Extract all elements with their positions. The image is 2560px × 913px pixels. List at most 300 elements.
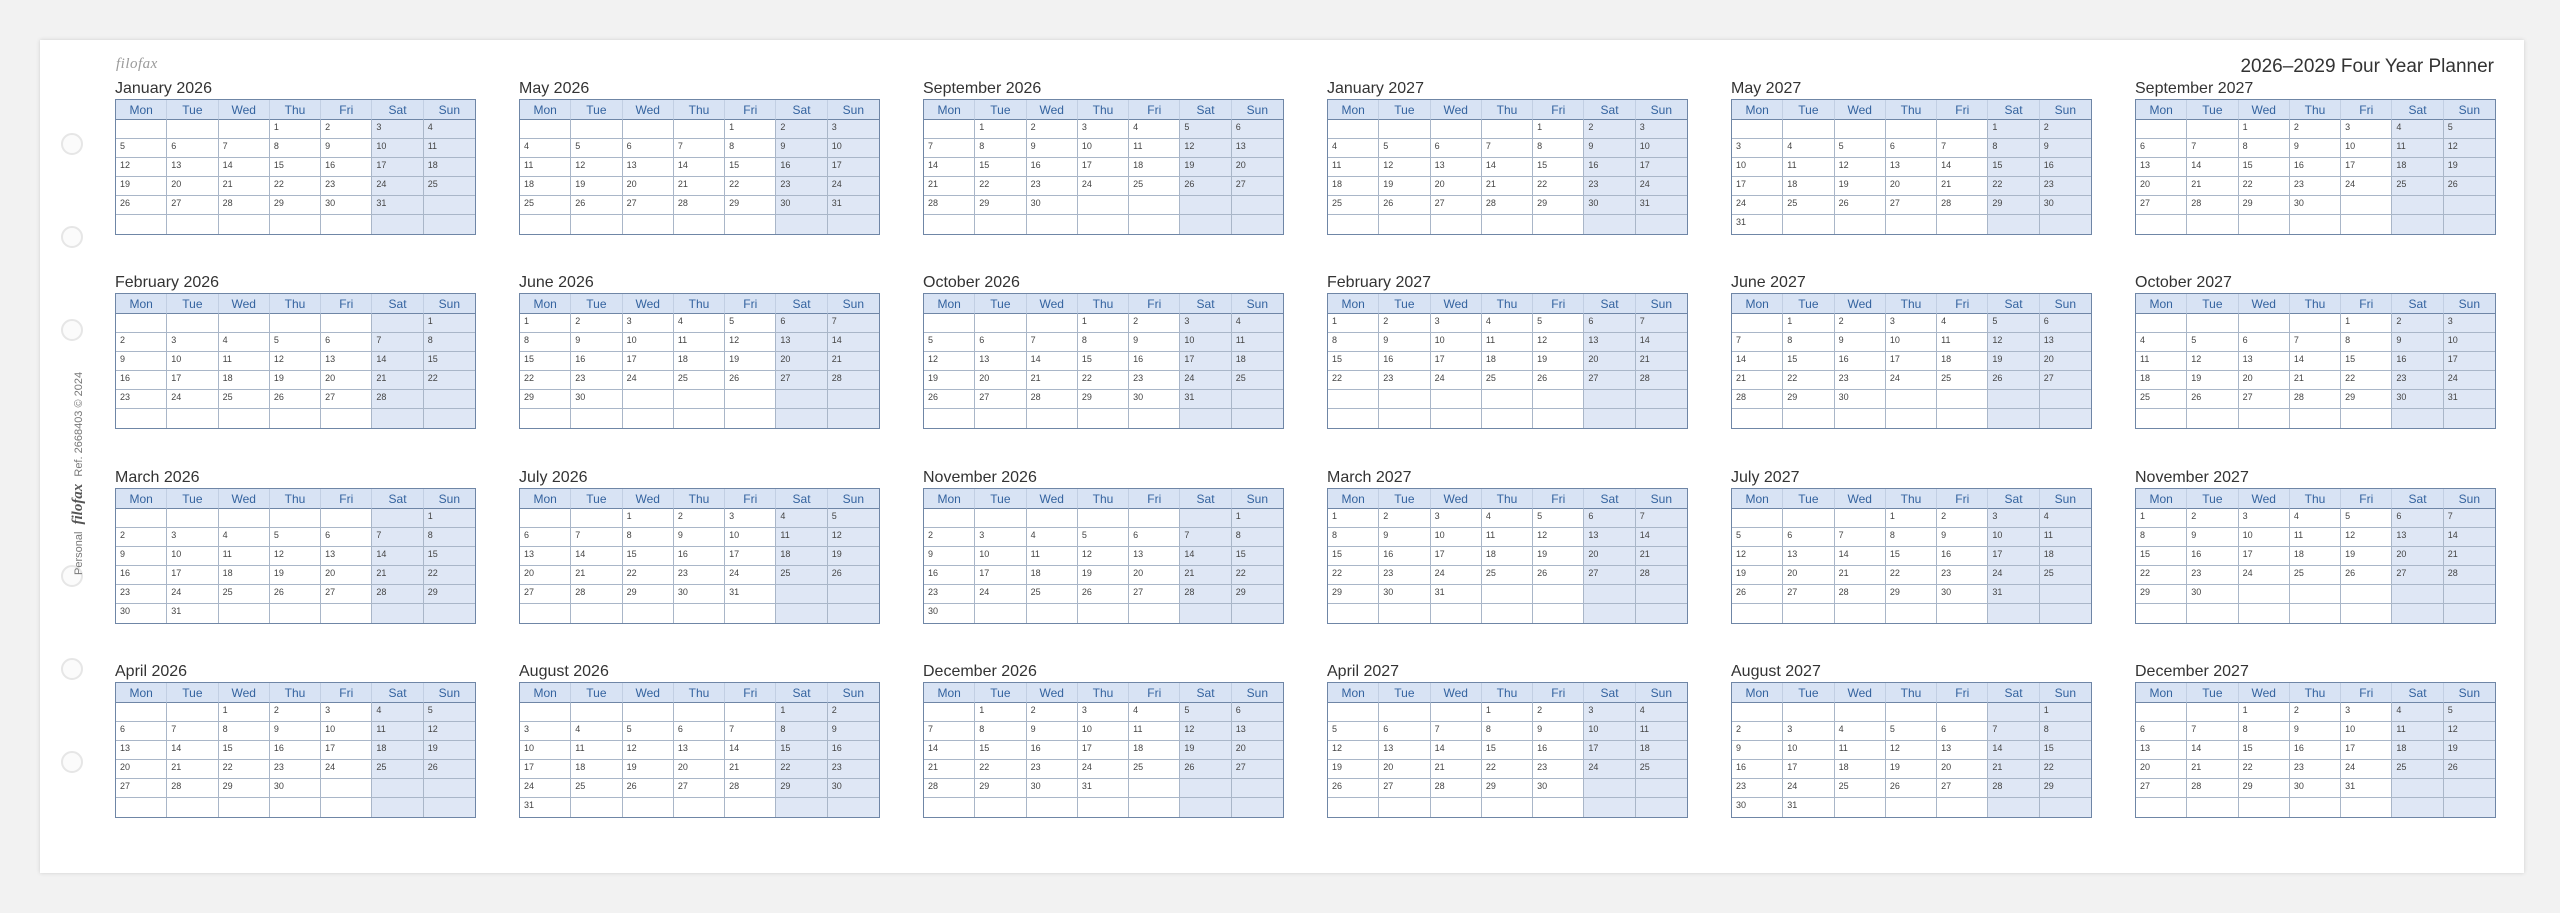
day-cell: 8 — [1232, 528, 1283, 547]
day-cell: 26 — [270, 585, 321, 604]
day-cell: 24 — [2239, 566, 2290, 585]
day-cell: 12 — [1379, 158, 1430, 177]
day-cell: 14 — [1835, 547, 1886, 566]
day-cell: 18 — [372, 741, 423, 760]
day-cell — [1078, 509, 1129, 528]
weekday-header: Sat — [1584, 294, 1635, 314]
day-cell: 29 — [1328, 585, 1379, 604]
day-cell: 22 — [1232, 566, 1283, 585]
day-cell — [2444, 215, 2495, 234]
day-cell: 9 — [116, 352, 167, 371]
day-cell — [1937, 409, 1988, 428]
day-cell — [725, 604, 776, 623]
weekday-header: Tue — [1379, 100, 1430, 120]
weekday-header: Thu — [1078, 294, 1129, 314]
day-cell: 1 — [1078, 314, 1129, 333]
day-cell: 27 — [776, 371, 827, 390]
day-cell: 8 — [2040, 722, 2091, 741]
month-calendar — [2135, 663, 2496, 818]
day-cell — [1835, 798, 1886, 817]
weekday-header: Sun — [1232, 683, 1283, 703]
day-cell: 24 — [167, 390, 218, 409]
weekday-header: Sat — [776, 100, 827, 120]
weekday-header: Tue — [1379, 294, 1430, 314]
day-cell — [924, 409, 975, 428]
day-cell: 9 — [776, 139, 827, 158]
day-cell — [1328, 409, 1379, 428]
day-cell: 23 — [674, 566, 725, 585]
day-cell: 4 — [372, 703, 423, 722]
day-cell: 16 — [2187, 547, 2238, 566]
day-cell: 4 — [2040, 509, 2091, 528]
day-cell: 5 — [1180, 703, 1231, 722]
day-cell: 30 — [2187, 585, 2238, 604]
day-cell: 5 — [116, 139, 167, 158]
day-cell: 31 — [2444, 390, 2495, 409]
day-cell: 16 — [776, 158, 827, 177]
weekday-header: Tue — [1783, 683, 1834, 703]
day-cell: 19 — [1886, 760, 1937, 779]
day-cell: 22 — [1078, 371, 1129, 390]
day-cell — [1379, 798, 1430, 817]
day-cell: 10 — [1180, 333, 1231, 352]
weekday-header: Thu — [1886, 100, 1937, 120]
day-cell: 29 — [776, 779, 827, 798]
day-cell: 22 — [975, 177, 1026, 196]
day-cell: 31 — [725, 585, 776, 604]
day-cell — [167, 314, 218, 333]
day-cell: 19 — [1078, 566, 1129, 585]
day-cell — [776, 390, 827, 409]
day-cell — [1129, 196, 1180, 215]
day-cell: 17 — [520, 760, 571, 779]
day-cell: 24 — [725, 566, 776, 585]
weekday-header: Mon — [2136, 489, 2187, 509]
weekday-header: Sun — [2040, 489, 2091, 509]
day-cell: 29 — [1988, 196, 2039, 215]
day-cell — [2290, 798, 2341, 817]
day-cell: 5 — [924, 333, 975, 352]
day-cell: 11 — [424, 139, 475, 158]
binder-hole — [61, 319, 83, 341]
day-cell: 25 — [1937, 371, 1988, 390]
day-cell — [1937, 390, 1988, 409]
day-cell: 17 — [2341, 741, 2392, 760]
day-cell: 1 — [2239, 120, 2290, 139]
day-cell: 21 — [725, 760, 776, 779]
day-cell: 19 — [725, 352, 776, 371]
day-cell: 28 — [1732, 390, 1783, 409]
day-cell: 19 — [270, 371, 321, 390]
day-cell: 9 — [1835, 333, 1886, 352]
day-cell: 21 — [571, 566, 622, 585]
day-cell — [1937, 120, 1988, 139]
day-cell: 18 — [520, 177, 571, 196]
day-cell: 20 — [167, 177, 218, 196]
day-cell — [270, 409, 321, 428]
day-cell: 29 — [975, 779, 1026, 798]
day-cell: 10 — [1636, 139, 1687, 158]
day-cell: 22 — [424, 566, 475, 585]
day-cell — [2444, 196, 2495, 215]
day-cell: 26 — [2341, 566, 2392, 585]
day-cell — [1379, 604, 1430, 623]
day-cell: 15 — [1328, 352, 1379, 371]
day-cell: 4 — [674, 314, 725, 333]
day-cell: 31 — [1636, 196, 1687, 215]
day-cell: 24 — [2341, 760, 2392, 779]
day-cell: 5 — [623, 722, 674, 741]
day-cell — [1027, 314, 1078, 333]
day-cell: 27 — [2040, 371, 2091, 390]
day-cell: 23 — [924, 585, 975, 604]
day-cell: 8 — [975, 139, 1026, 158]
day-cell: 30 — [1379, 585, 1430, 604]
day-cell: 25 — [571, 779, 622, 798]
day-cell: 10 — [828, 139, 879, 158]
day-cell: 18 — [2136, 371, 2187, 390]
day-cell — [1732, 703, 1783, 722]
day-cell: 19 — [623, 760, 674, 779]
day-cell: 12 — [1835, 158, 1886, 177]
day-cell: 28 — [2187, 196, 2238, 215]
day-cell — [1886, 798, 1937, 817]
day-cell — [116, 509, 167, 528]
weekday-header: Tue — [167, 100, 218, 120]
day-cell — [1129, 215, 1180, 234]
day-cell: 30 — [571, 390, 622, 409]
day-cell — [2290, 604, 2341, 623]
day-cell: 10 — [2239, 528, 2290, 547]
day-cell: 20 — [2136, 760, 2187, 779]
weekday-header: Tue — [571, 683, 622, 703]
day-cell — [1783, 604, 1834, 623]
day-cell: 3 — [1783, 722, 1834, 741]
day-cell: 9 — [1937, 528, 1988, 547]
weekday-header: Wed — [1835, 683, 1886, 703]
day-cell: 6 — [776, 314, 827, 333]
day-cell: 17 — [1431, 547, 1482, 566]
day-cell: 18 — [571, 760, 622, 779]
day-cell: 29 — [2239, 196, 2290, 215]
day-cell — [1886, 409, 1937, 428]
weekday-header: Mon — [520, 294, 571, 314]
day-cell: 28 — [924, 196, 975, 215]
day-cell: 17 — [828, 158, 879, 177]
day-cell: 18 — [1835, 760, 1886, 779]
day-cell: 7 — [219, 139, 270, 158]
day-cell: 9 — [2040, 139, 2091, 158]
day-cell — [975, 604, 1026, 623]
month-calendar — [1731, 274, 2092, 429]
day-cell — [167, 215, 218, 234]
day-cell: 31 — [1180, 390, 1231, 409]
month-grid — [1731, 488, 2092, 624]
weekday-header: Fri — [1937, 294, 1988, 314]
day-cell: 4 — [1027, 528, 1078, 547]
day-cell: 23 — [2290, 177, 2341, 196]
day-cell — [2136, 314, 2187, 333]
day-cell — [725, 409, 776, 428]
day-cell: 19 — [1328, 760, 1379, 779]
day-cell: 12 — [2444, 722, 2495, 741]
weekday-header: Thu — [674, 294, 725, 314]
day-cell: 10 — [1584, 722, 1635, 741]
day-cell: 6 — [1783, 528, 1834, 547]
day-cell: 3 — [1078, 120, 1129, 139]
day-cell: 11 — [1835, 741, 1886, 760]
day-cell: 20 — [2392, 547, 2443, 566]
day-cell: 7 — [1732, 333, 1783, 352]
day-cell: 7 — [2187, 722, 2238, 741]
day-cell — [2392, 604, 2443, 623]
weekday-header: Thu — [270, 489, 321, 509]
day-cell — [623, 798, 674, 817]
day-cell — [1232, 409, 1283, 428]
weekday-header: Mon — [924, 683, 975, 703]
day-cell — [1180, 196, 1231, 215]
day-cell: 29 — [2136, 585, 2187, 604]
day-cell — [571, 509, 622, 528]
day-cell: 20 — [1584, 352, 1635, 371]
weekday-header: Wed — [1431, 294, 1482, 314]
day-cell — [571, 409, 622, 428]
day-cell — [2444, 409, 2495, 428]
day-cell — [571, 798, 622, 817]
day-cell: 23 — [1129, 371, 1180, 390]
day-cell: 23 — [1732, 779, 1783, 798]
day-cell: 8 — [270, 139, 321, 158]
month-grid — [519, 293, 880, 429]
day-cell: 18 — [1482, 547, 1533, 566]
day-cell: 11 — [372, 722, 423, 741]
month-title: February 2027 — [1327, 274, 1432, 291]
day-cell — [1078, 604, 1129, 623]
day-cell — [372, 779, 423, 798]
day-cell: 13 — [975, 352, 1026, 371]
day-cell — [219, 314, 270, 333]
day-cell — [1732, 604, 1783, 623]
month-title: December 2026 — [923, 663, 1037, 680]
month-calendar — [115, 663, 476, 818]
day-cell — [924, 215, 975, 234]
day-cell: 8 — [520, 333, 571, 352]
day-cell: 16 — [1129, 352, 1180, 371]
weekday-header: Tue — [571, 100, 622, 120]
day-cell: 4 — [1328, 139, 1379, 158]
day-cell — [1431, 703, 1482, 722]
day-cell: 30 — [1027, 196, 1078, 215]
day-cell: 26 — [1379, 196, 1430, 215]
day-cell — [1732, 314, 1783, 333]
day-cell: 21 — [167, 760, 218, 779]
day-cell — [1232, 798, 1283, 817]
day-cell: 28 — [2290, 390, 2341, 409]
day-cell: 14 — [1027, 352, 1078, 371]
weekday-header: Sun — [424, 683, 475, 703]
day-cell: 16 — [1379, 547, 1430, 566]
day-cell: 21 — [1988, 760, 2039, 779]
day-cell: 21 — [1732, 371, 1783, 390]
day-cell: 23 — [1379, 566, 1430, 585]
day-cell: 1 — [219, 703, 270, 722]
month-calendar — [115, 274, 476, 429]
day-cell: 26 — [1180, 177, 1231, 196]
weekday-header: Mon — [116, 683, 167, 703]
day-cell: 26 — [924, 390, 975, 409]
day-cell: 31 — [1732, 215, 1783, 234]
day-cell — [116, 314, 167, 333]
day-cell: 29 — [424, 585, 475, 604]
day-cell: 18 — [219, 566, 270, 585]
day-cell: 9 — [571, 333, 622, 352]
day-cell: 10 — [2341, 139, 2392, 158]
weekday-header: Mon — [116, 294, 167, 314]
day-cell: 10 — [1886, 333, 1937, 352]
weekday-header: Tue — [975, 100, 1026, 120]
day-cell — [2341, 585, 2392, 604]
day-cell: 13 — [1232, 139, 1283, 158]
day-cell: 11 — [2136, 352, 2187, 371]
day-cell — [167, 120, 218, 139]
weekday-header: Thu — [674, 683, 725, 703]
day-cell: 10 — [725, 528, 776, 547]
month-title: March 2026 — [115, 469, 200, 486]
day-cell — [623, 604, 674, 623]
day-cell: 13 — [1584, 528, 1635, 547]
day-cell: 21 — [2187, 177, 2238, 196]
day-cell: 16 — [1937, 547, 1988, 566]
day-cell: 14 — [1180, 547, 1231, 566]
day-cell — [2040, 215, 2091, 234]
month-grid — [519, 682, 880, 818]
day-cell: 12 — [828, 528, 879, 547]
day-cell: 2 — [2290, 703, 2341, 722]
day-cell: 28 — [1482, 196, 1533, 215]
day-cell: 7 — [674, 139, 725, 158]
day-cell: 28 — [372, 585, 423, 604]
day-cell: 13 — [1783, 547, 1834, 566]
day-cell: 27 — [2136, 779, 2187, 798]
weekday-header: Mon — [116, 100, 167, 120]
weekday-header: Tue — [2187, 294, 2238, 314]
day-cell: 20 — [1129, 566, 1180, 585]
day-cell: 2 — [1937, 509, 1988, 528]
day-cell: 2 — [270, 703, 321, 722]
month-calendar — [923, 274, 1284, 429]
day-cell — [1328, 215, 1379, 234]
day-cell: 4 — [2392, 120, 2443, 139]
weekday-header: Thu — [1886, 294, 1937, 314]
day-cell: 7 — [372, 528, 423, 547]
day-cell: 7 — [1180, 528, 1231, 547]
day-cell: 1 — [1482, 703, 1533, 722]
day-cell: 6 — [116, 722, 167, 741]
day-cell — [1129, 604, 1180, 623]
month-grid — [2135, 682, 2496, 818]
month-calendar — [519, 469, 880, 624]
day-cell: 6 — [2239, 333, 2290, 352]
day-cell: 17 — [321, 741, 372, 760]
weekday-header: Sat — [776, 294, 827, 314]
day-cell — [776, 604, 827, 623]
day-cell: 15 — [1328, 547, 1379, 566]
month-calendar — [923, 663, 1284, 818]
day-cell: 19 — [2341, 547, 2392, 566]
day-cell: 24 — [321, 760, 372, 779]
day-cell — [424, 779, 475, 798]
day-cell: 12 — [2341, 528, 2392, 547]
day-cell: 22 — [623, 566, 674, 585]
weekday-header: Mon — [1732, 294, 1783, 314]
day-cell: 17 — [167, 566, 218, 585]
day-cell — [219, 798, 270, 817]
weekday-header: Tue — [167, 683, 218, 703]
weekday-header: Mon — [2136, 683, 2187, 703]
day-cell: 11 — [1636, 722, 1687, 741]
month-title: October 2026 — [923, 274, 1020, 291]
side-ref: Ref. 2668403 — [73, 410, 85, 477]
day-cell: 10 — [1732, 158, 1783, 177]
day-cell: 7 — [725, 722, 776, 741]
day-cell: 23 — [2187, 566, 2238, 585]
day-cell: 30 — [1937, 585, 1988, 604]
day-cell: 29 — [2239, 779, 2290, 798]
day-cell — [1783, 215, 1834, 234]
weekday-header: Sun — [1636, 489, 1687, 509]
day-cell — [520, 215, 571, 234]
month-grid — [2135, 293, 2496, 429]
weekday-header: Mon — [1732, 489, 1783, 509]
day-cell: 26 — [1988, 371, 2039, 390]
day-cell: 30 — [2290, 196, 2341, 215]
day-cell — [321, 509, 372, 528]
day-cell — [2040, 390, 2091, 409]
day-cell: 15 — [1232, 547, 1283, 566]
day-cell — [975, 509, 1026, 528]
weekday-header: Sun — [1636, 294, 1687, 314]
day-cell — [1937, 703, 1988, 722]
weekday-header: Mon — [1328, 100, 1379, 120]
day-cell: 8 — [1328, 333, 1379, 352]
day-cell: 27 — [167, 196, 218, 215]
day-cell: 17 — [1636, 158, 1687, 177]
day-cell: 2 — [1027, 120, 1078, 139]
day-cell: 20 — [975, 371, 1026, 390]
day-cell: 29 — [1886, 585, 1937, 604]
day-cell: 10 — [520, 741, 571, 760]
weekday-header: Sun — [2444, 100, 2495, 120]
day-cell: 11 — [1482, 528, 1533, 547]
day-cell: 22 — [1886, 566, 1937, 585]
day-cell — [1886, 703, 1937, 722]
day-cell: 12 — [270, 352, 321, 371]
day-cell: 14 — [2290, 352, 2341, 371]
day-cell: 15 — [1078, 352, 1129, 371]
day-cell — [1027, 409, 1078, 428]
day-cell: 20 — [1379, 760, 1430, 779]
day-cell — [623, 703, 674, 722]
day-cell: 11 — [520, 158, 571, 177]
day-cell — [1584, 585, 1635, 604]
day-cell: 17 — [2341, 158, 2392, 177]
day-cell: 23 — [2040, 177, 2091, 196]
day-cell: 3 — [1584, 703, 1635, 722]
day-cell: 7 — [1636, 314, 1687, 333]
day-cell — [1636, 585, 1687, 604]
day-cell: 4 — [219, 528, 270, 547]
day-cell: 20 — [623, 177, 674, 196]
